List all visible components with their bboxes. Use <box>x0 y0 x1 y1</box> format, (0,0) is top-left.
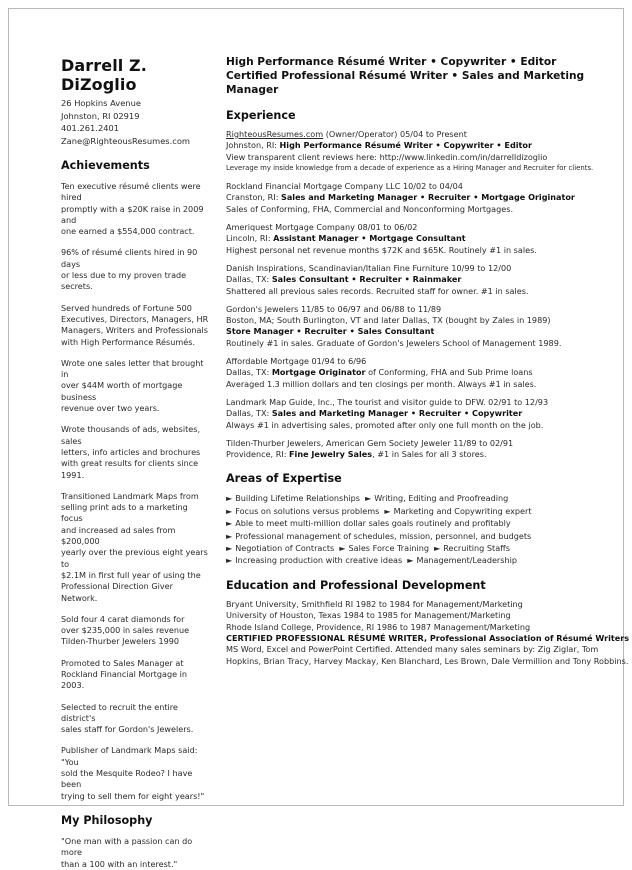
job-role-detail: , #1 in Sales for all 3 stores. <box>372 449 487 460</box>
company-link[interactable]: RighteousResumes.com <box>226 129 324 139</box>
education-heading: Education and Professional Development <box>226 578 486 592</box>
job-location-line: Boston, MA; South Burlington, VT and later Dallas, TX (bought by Zales in 1989) <box>226 315 551 326</box>
job-role: Fine Jewelry Sales <box>289 449 373 460</box>
achievement-line: with High Performance Résumés. <box>61 336 196 347</box>
achievement-line: Wrote one sales letter that brought in <box>61 357 204 380</box>
education-line: University of Houston, Texas 1984 to 1985 for Management/Marketing <box>226 610 511 621</box>
arrow-bullet-icon: ► <box>226 530 233 541</box>
job-company-line: Gordon's Jewelers 11/85 to 06/97 and 06/88 to 11/89 <box>226 303 442 314</box>
job-company-line: Affordable Mortgage 01/94 to 6/96 <box>226 356 367 367</box>
achievement-item <box>61 491 211 604</box>
job-entry <box>226 263 626 297</box>
achievement-item <box>61 303 211 348</box>
job-detail: Always #1 in advertising sales, promoted after only one full month on the job. <box>226 419 544 430</box>
headline-title-1: High Performance Résumé Writer • Copywriter • Editor <box>226 56 557 68</box>
expertise-item: Professional management of schedules, mission, personnel, and budgets <box>235 530 532 541</box>
education-line: Hopkins, Brian Tracy, Harvey Mackay, Ken Blanchard, Les Brown, Dale Vermillion and Tony Robbins. <box>226 655 629 666</box>
contact-block <box>61 97 211 147</box>
job-detail: Sales of Conforming, FHA, Commercial and Nonconforming Mortgages. <box>226 203 514 214</box>
job-location: Lincoln, RI: <box>226 233 274 244</box>
job-role-line <box>226 449 626 460</box>
arrow-bullet-icon: ► <box>226 505 233 516</box>
job-role: Sales Consultant • Recruiter • Rainmaker <box>271 274 462 285</box>
job-entry <box>226 129 626 174</box>
arrow-bullet-icon: ► <box>384 505 391 516</box>
achievement-line: Selected to recruit the entire district's <box>61 701 178 723</box>
job-detail: Routinely #1 in sales. Graduate of Gordon's Jewelers School of Management 1989. <box>226 337 562 348</box>
expertise-item: Marketing and Copywriting expert <box>393 505 532 516</box>
job-role: Assistant Manager • Mortgage Consultant <box>273 233 466 244</box>
education-list <box>226 598 630 667</box>
arrow-bullet-icon: ► <box>226 493 233 504</box>
achievement-line: letters, info articles and brochures <box>61 446 201 457</box>
philosophy-line: "One man with a passion can do more <box>61 835 193 858</box>
achievement-item <box>61 247 211 292</box>
achievement-item <box>61 658 211 692</box>
achievement-line: Served hundreds of Fortune 500 <box>61 302 192 313</box>
job-entry <box>226 356 626 390</box>
job-entry <box>226 397 626 431</box>
philosophy-quote <box>61 836 211 870</box>
job-company-line: Danish Inspirations, Scandinavian/Italian Fine Furniture 10/99 to 12/00 <box>226 262 512 273</box>
achievement-line: with great results for clients since 1991. <box>61 458 199 480</box>
education-line: MS Word, Excel and PowerPoint Certified. Attended many sales seminars by: Zig Ziglar, Tom <box>226 644 599 655</box>
achievement-line: one earned a $554,000 contract. <box>61 226 195 237</box>
achievements-heading: Achievements <box>61 159 150 172</box>
expertise-row <box>226 505 626 517</box>
expertise-item: Able to meet multi-million dollar sales goals routinely and profitably <box>235 518 511 529</box>
achievement-item <box>61 702 211 736</box>
job-role-line <box>226 274 626 285</box>
achievement-line: Professional Direction Giver Network. <box>61 581 173 603</box>
candidate-name: Darrell Z. DiZoglio <box>61 56 147 94</box>
achievement-item <box>61 745 211 801</box>
expertise-heading: Areas of Expertise <box>226 472 342 486</box>
job-entry <box>226 438 626 461</box>
job-location: Dallas, TX: <box>226 274 272 285</box>
education-line: Rhode Island College, Providence, RI 1986 to 1987 Management/Marketing <box>226 621 531 632</box>
city-line: Johnston, RI 02919 <box>61 110 140 121</box>
address-line: 26 Hopkins Avenue <box>61 98 141 108</box>
job-company-line <box>226 129 626 140</box>
job-role-line <box>226 408 626 419</box>
achievement-line: promptly with a $20K raise in 2009 and <box>61 203 204 225</box>
achievement-line: $2.1M in first full year of using the <box>61 569 201 580</box>
education-line: Bryant University, Smithfield RI 1982 to 1984 for Management/Marketing <box>226 598 523 609</box>
achievement-line: selling print ads to a marketing focus <box>61 502 188 524</box>
job-role-line <box>226 192 626 203</box>
left-column <box>61 56 211 870</box>
job-company-line: Tilden-Thurber Jewelers, American Gem Society Jeweler 11/89 to 02/91 <box>226 437 514 448</box>
certification-line: CERTIFIED PROFESSIONAL RÉSUMÉ WRITER, Professional Association of Résumé Writers <box>226 633 630 644</box>
expertise-item: Building Lifetime Relationships <box>235 493 360 504</box>
expertise-item: Focus on solutions versus problems <box>235 505 380 516</box>
job-entry <box>226 181 626 215</box>
arrow-bullet-icon: ► <box>339 543 346 554</box>
job-detail: Highest personal net revenue months $72K and $65K. Routinely #1 in sales. <box>226 244 537 255</box>
achievements-list <box>61 181 211 802</box>
job-company-line: Ameriquest Mortgage Company 08/01 to 06/02 <box>226 222 418 233</box>
job-location: Dallas, TX: <box>226 367 272 378</box>
expertise-row <box>226 554 626 566</box>
expertise-item: Recruiting Staffs <box>443 543 510 554</box>
job-dates: (Owner/Operator) 05/04 to Present <box>323 129 467 139</box>
expertise-list <box>226 492 626 566</box>
achievement-line: 96% of résumé clients hired in 90 days <box>61 247 198 269</box>
experience-heading: Experience <box>226 109 296 122</box>
achievement-line: Transitioned Landmark Maps from <box>61 490 199 501</box>
expertise-item: Management/Leadership <box>416 555 517 566</box>
philosophy-line: than a 100 with an interest." <box>61 858 178 869</box>
expertise-row <box>226 542 626 554</box>
job-role: Sales and Marketing Manager • Recruiter • Mortgage Originator <box>281 192 575 203</box>
achievement-line: Publisher of Landmark Maps said: "You <box>61 745 198 767</box>
achievement-line: revenue over two years. <box>61 403 160 414</box>
achievement-line: Tilden-Thurber Jewelers 1990 <box>61 636 180 647</box>
arrow-bullet-icon: ► <box>407 555 414 566</box>
arrow-bullet-icon: ► <box>365 493 372 504</box>
achievement-line: sales staff for Gordon's Jewelers. <box>61 724 194 735</box>
email: Zane@RighteousResumes.com <box>61 135 190 146</box>
headline-title-2: Certified Professional Résumé Writer • Sales and Marketing Manager <box>226 70 585 96</box>
expertise-row <box>226 517 626 529</box>
expertise-item: Negotiation of Contracts <box>235 543 335 554</box>
job-location: Johnston, RI: <box>226 140 280 151</box>
arrow-bullet-icon: ► <box>226 555 233 566</box>
expertise-item: Writing, Editing and Proofreading <box>374 493 509 504</box>
job-location: Providence, RI: <box>226 449 290 460</box>
job-entry <box>226 222 626 256</box>
job-role: High Performance Résumé Writer • Copywriter • Editor <box>279 140 532 151</box>
job-role-line <box>226 233 626 244</box>
job-location: Cranston, RI: <box>226 192 281 203</box>
expertise-row <box>226 492 626 504</box>
job-role: Mortgage Originator <box>271 367 366 378</box>
arrow-bullet-icon: ► <box>434 543 441 554</box>
achievement-line: trying to sell them for eight years!" <box>61 790 205 801</box>
arrow-bullet-icon: ► <box>226 518 233 529</box>
job-detail: Leverage my inside knowledge from a decade of experience as a Hiring Manager and Recruiter for clients. <box>226 163 594 172</box>
achievement-line: over $44M worth of mortgage business <box>61 380 183 402</box>
job-detail: View transparent client reviews here: http://www.linkedin.com/in/darrelldizoglio <box>226 151 548 162</box>
achievement-line: Executives, Directors, Managers, HR <box>61 313 209 324</box>
job-company-line: Landmark Map Guide, Inc., The tourist and visitor guide to DFW. 02/91 to 12/93 <box>226 396 549 407</box>
philosophy-heading: My Philosophy <box>61 813 153 827</box>
achievement-line: and increased ad sales from $200,000 <box>61 524 176 547</box>
expertise-item: Sales Force Training <box>348 543 429 554</box>
phone: 401.261.2401 <box>61 123 120 133</box>
job-role: Sales and Marketing Manager • Recruiter • Copywriter <box>271 408 523 419</box>
achievement-line: Rockland Financial Mortgage in 2003. <box>61 668 188 691</box>
job-role-detail: of Conforming, FHA and Sub Prime loans <box>365 367 533 378</box>
expertise-item: Increasing production with creative ideas <box>235 555 403 566</box>
achievement-line: Ten executive résumé clients were hired <box>61 181 201 203</box>
job-location: Dallas, TX: <box>226 408 272 419</box>
job-company-line: Rockland Financial Mortgage Company LLC 10/02 to 04/04 <box>226 181 463 192</box>
achievement-line: sold the Mesquite Rodeo? I have been <box>61 768 193 790</box>
achievement-item <box>61 358 211 414</box>
achievement-line: Promoted to Sales Manager at <box>61 657 184 668</box>
achievement-line: or less due to my proven trade secrets. <box>61 270 187 292</box>
right-column <box>226 55 630 667</box>
achievement-line: yearly over the previous eight years to <box>61 547 208 569</box>
achievement-item <box>61 424 211 480</box>
job-detail: Averaged 1.3 million dollars and ten closings per month. Always #1 in sales. <box>226 378 537 389</box>
arrow-bullet-icon: ► <box>226 543 233 554</box>
job-role-line <box>226 140 626 151</box>
job-entry <box>226 304 626 349</box>
achievement-line: Sold four 4 carat diamonds for <box>61 613 185 624</box>
achievement-line: Managers, Writers and Professionals <box>61 325 208 336</box>
expertise-row <box>226 530 626 542</box>
job-role: Store Manager • Recruiter • Sales Consultant <box>226 326 435 337</box>
job-detail: Shattered all previous sales records. Recruited staff for owner. #1 in sales. <box>226 285 529 296</box>
achievement-line: Wrote thousands of ads, websites, sales <box>61 424 201 446</box>
achievement-item <box>61 181 211 237</box>
achievement-line: over $235,000 in sales revenue <box>61 625 190 636</box>
achievement-item <box>61 614 211 648</box>
job-role-line <box>226 367 626 378</box>
